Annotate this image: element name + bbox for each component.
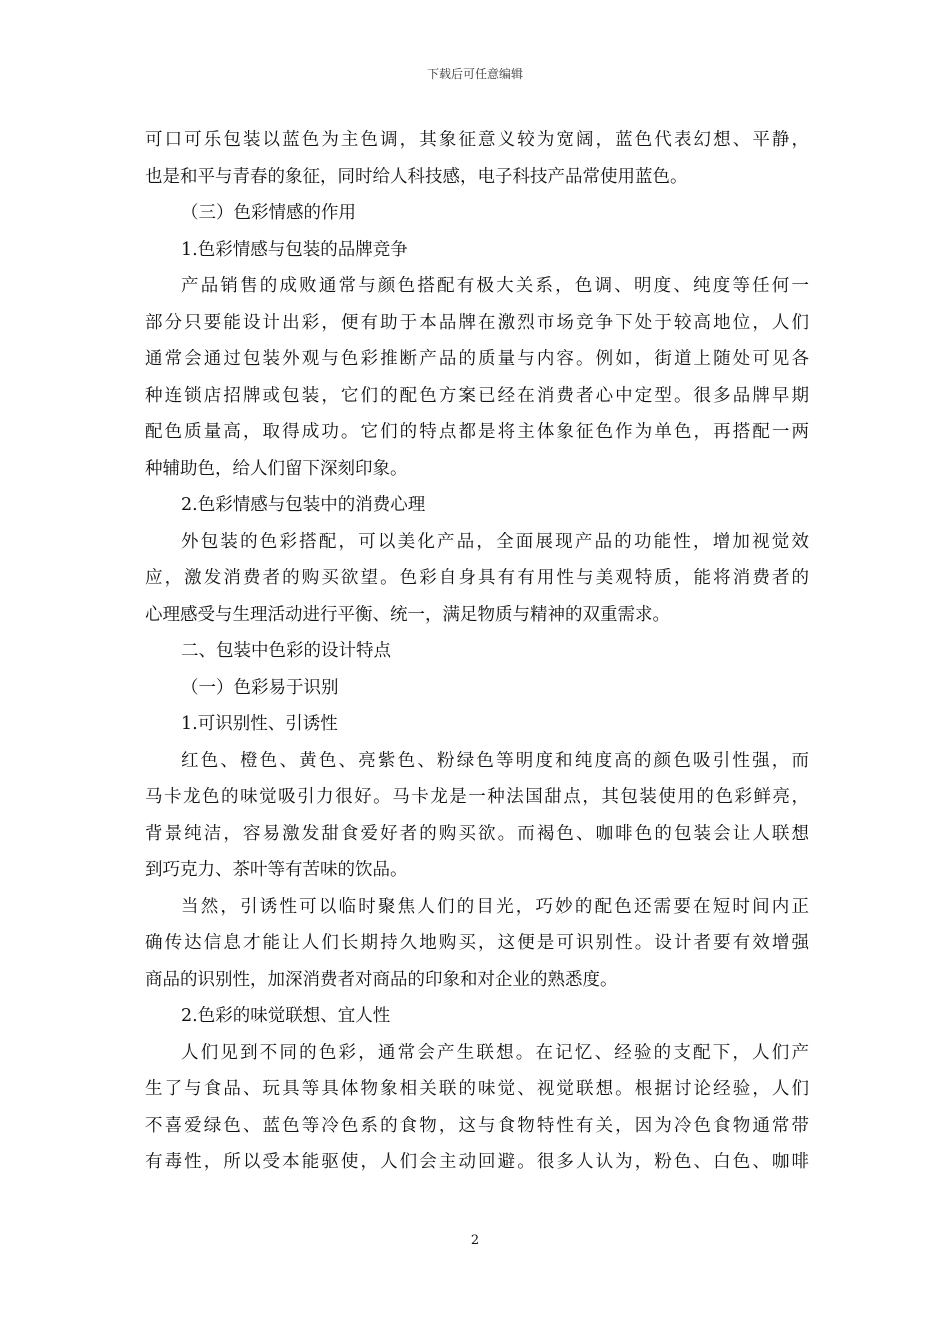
text-line: 红色、橙色、黄色、亮紫色、粉绿色等明度和纯度高的颜色吸引性强，而 bbox=[181, 750, 809, 771]
text-line: 确传达信息才能让人们长期持久地购买，这便是可识别性。设计者要有效增强 bbox=[145, 933, 809, 953]
text-line: 种辅助色，给人们留下深刻印象。 bbox=[145, 458, 408, 479]
text-line: 二、包装中色彩的设计特点 bbox=[181, 641, 391, 661]
text-line: 心理感受与生理活动进行平衡、统一，满足物质与精神的双重需求。 bbox=[145, 604, 670, 625]
text-line: 到巧克力、茶叶等有苦味的饮品。 bbox=[145, 860, 408, 880]
page-header: 下载后可任意编辑 bbox=[426, 67, 523, 81]
text-line: 生了与食品、玩具等具体物象相关联的味觉、视觉联想。根据讨论经验，人们 bbox=[145, 1079, 809, 1099]
text-line: 当然，引诱性可以临时聚焦人们的目光，巧妙的配色还需要在短时间内正 bbox=[181, 896, 809, 917]
text-line: 通常会通过包装外观与色彩推断产品的质量与内容。例如，街道上随处可见各 bbox=[145, 349, 809, 369]
text-line: 背景纯洁，容易激发甜食爱好者的购买欲。而褐色、咖啡色的包装会让人联想 bbox=[145, 823, 809, 844]
text-line: 马卡龙色的味觉吸引力很好。马卡龙是一种法国甜点，其包装使用的色彩鲜亮， bbox=[145, 787, 809, 807]
text-line: 种连锁店招牌或包装，它们的配色方案已经在消费者心中定型。很多品牌早期 bbox=[145, 385, 809, 406]
text-line: 外包装的色彩搭配，可以美化产品，全面展现产品的功能性，增加视觉效 bbox=[181, 531, 809, 552]
text-line: 产品销售的成败通常与颜色搭配有极大关系，色调、明度、纯度等任何一 bbox=[181, 276, 809, 296]
document-body bbox=[145, 122, 809, 1181]
text-line: 可口可乐包装以蓝色为主色调，其象征意义较为宽阔，蓝色代表幻想、平静， bbox=[145, 130, 809, 150]
text-line: （三）色彩情感的作用 bbox=[181, 203, 356, 223]
text-line: 配色质量高，取得成功。它们的特点都是将主体象征色作为单色，再搭配一两 bbox=[145, 422, 809, 442]
text-line: 部分只要能设计出彩，便有助于本品牌在激烈市场竞争下处于较高地位，人们 bbox=[145, 312, 809, 333]
text-line: （一）色彩易于识别 bbox=[181, 677, 339, 698]
text-line: 不喜爱绿色、蓝色等冷色系的食物，这与食物特性有关，因为冷色食物通常带 bbox=[145, 1115, 809, 1136]
text-line: 2.色彩情感与包装中的消费心理 bbox=[181, 495, 426, 515]
text-line: 1.可识别性、引诱性 bbox=[181, 714, 338, 734]
text-line: 商品的识别性，加深消费者对商品的印象和对企业的熟悉度。 bbox=[145, 969, 618, 990]
text-line: 也是和平与青春的象征，同时给人科技感，电子科技产品常使用蓝色。 bbox=[145, 166, 688, 187]
text-line: 有毒性，所以受本能驱使，人们会主动回避。很多人认为，粉色、白色、咖啡 bbox=[145, 1152, 809, 1172]
text-line: 1.色彩情感与包装的品牌竞争 bbox=[181, 239, 408, 260]
page-number: 2 bbox=[470, 1233, 480, 1248]
text-line: 2.色彩的味觉联想、宜人性 bbox=[181, 1006, 391, 1026]
text-line: 人们见到不同的色彩，通常会产生联想。在记忆、经验的支配下，人们产 bbox=[181, 1042, 809, 1063]
text-line: 应，激发消费者的购买欲望。色彩自身具有有用性与美观特质，能将消费者的 bbox=[145, 568, 809, 588]
